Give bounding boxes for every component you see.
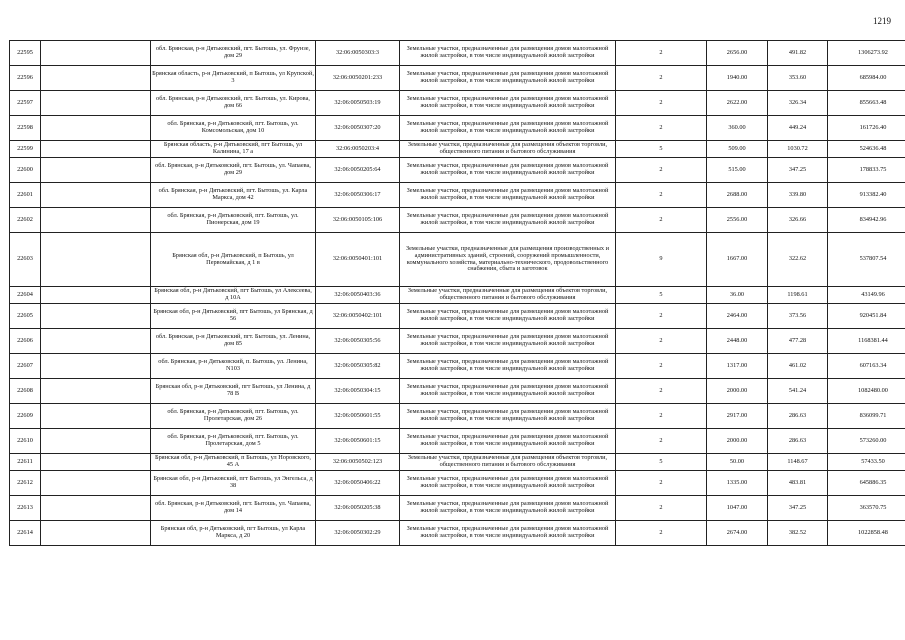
land-use-cell: Земельные участки, предназначенные для размещения домов малоэтажной жилой застройки, в том числе индивидуальной жилой застройки bbox=[400, 304, 616, 329]
record-number-cell: 22596 bbox=[10, 66, 41, 91]
specific-value-cell: 347.25 bbox=[768, 158, 828, 183]
address-cell: Брянская обл, р-н Дятьковский, пгт Бытошь, ул Энгельса, д 38 bbox=[151, 471, 316, 496]
use-group-cell: 2 bbox=[616, 354, 707, 379]
cadastral-number-cell: 32:06:0050201:233 bbox=[316, 66, 400, 91]
empty-cell bbox=[41, 354, 151, 379]
table-row bbox=[10, 208, 905, 233]
area-cell: 2448.00 bbox=[707, 329, 768, 354]
area-cell: 360.00 bbox=[707, 116, 768, 141]
specific-value-cell: 541.24 bbox=[768, 379, 828, 404]
table-row bbox=[10, 329, 905, 354]
record-number-cell: 22609 bbox=[10, 404, 41, 429]
address-cell: обл. Брянская, р-н Дятьковский, пгт. Бытошь, ул. Пионерская, дом 19 bbox=[151, 208, 316, 233]
table-row bbox=[10, 354, 905, 379]
address-cell: обл. Брянская, р-н Дятьковский, пгт. Бытошь, ул. Фрунзе, дом 29 bbox=[151, 41, 316, 66]
specific-value-cell: 347.25 bbox=[768, 496, 828, 521]
cadastral-value-cell: 836099.71 bbox=[828, 404, 905, 429]
cadastral-number-cell: 32:06:0050401:101 bbox=[316, 233, 400, 287]
land-use-cell: Земельные участки, предназначенные для размещения домов малоэтажной жилой застройки, в том числе индивидуальной жилой застройки bbox=[400, 208, 616, 233]
area-cell: 1317.00 bbox=[707, 354, 768, 379]
address-cell: обл. Брянская, р-н Дятьковский, пгт. Бытошь, ул. Чапаева, дом 14 bbox=[151, 496, 316, 521]
address-cell: обл. Брянская, р-н Дятьковский, пгт. Бытошь, ул. Кирова, дом 66 bbox=[151, 91, 316, 116]
address-cell: Брянская обл, р-н Дятьковский, пгт Бытошь, ул Карла Маркса, д 20 bbox=[151, 521, 316, 546]
address-cell: обл. Брянская, р-н Дятьковский, пгт. Бытошь, ул. Пролетарская, дом 26 bbox=[151, 404, 316, 429]
cadastral-value-table bbox=[9, 40, 905, 546]
specific-value-cell: 286.63 bbox=[768, 429, 828, 454]
table-row bbox=[10, 233, 905, 287]
use-group-cell: 2 bbox=[616, 379, 707, 404]
empty-cell bbox=[41, 183, 151, 208]
area-cell: 2688.00 bbox=[707, 183, 768, 208]
address-cell: обл. Брянская, р-н Дятьковский, пгт. Бытошь, ул. Карла Маркса, дом 42 bbox=[151, 183, 316, 208]
use-group-cell: 5 bbox=[616, 141, 707, 158]
record-number-cell: 22605 bbox=[10, 304, 41, 329]
cadastral-value-cell: 645886.35 bbox=[828, 471, 905, 496]
empty-cell bbox=[41, 379, 151, 404]
specific-value-cell: 461.02 bbox=[768, 354, 828, 379]
specific-value-cell: 353.60 bbox=[768, 66, 828, 91]
address-cell: Брянская обл, р-н Дятьковский, п Бытошь, ул Первомайская, д 1 в bbox=[151, 233, 316, 287]
land-use-cell: Земельные участки, предназначенные для размещения домов малоэтажной жилой застройки, в том числе индивидуальной жилой застройки bbox=[400, 404, 616, 429]
use-group-cell: 2 bbox=[616, 521, 707, 546]
use-group-cell: 2 bbox=[616, 429, 707, 454]
record-number-cell: 22604 bbox=[10, 287, 41, 304]
cadastral-number-cell: 32:06:0050601:55 bbox=[316, 404, 400, 429]
table-row bbox=[10, 521, 905, 546]
area-cell: 2622.00 bbox=[707, 91, 768, 116]
land-use-cell: Земельные участки, предназначенные для размещения объектов торговли, общественного питания и бытового обслуживания bbox=[400, 141, 616, 158]
area-cell: 2674.00 bbox=[707, 521, 768, 546]
land-use-cell: Земельные участки, предназначенные для размещения домов малоэтажной жилой застройки, в том числе индивидуальной жилой застройки bbox=[400, 183, 616, 208]
use-group-cell: 5 bbox=[616, 454, 707, 471]
land-use-cell: Земельные участки, предназначенные для размещения домов малоэтажной жилой застройки, в том числе индивидуальной жилой застройки bbox=[400, 329, 616, 354]
record-number-cell: 22607 bbox=[10, 354, 41, 379]
table-body bbox=[10, 41, 905, 546]
address-cell: Брянская обл, р-н Дятьковский, п Бытошь, ул Норовского, 45 А bbox=[151, 454, 316, 471]
record-number-cell: 22603 bbox=[10, 233, 41, 287]
cadastral-value-cell: 57433.50 bbox=[828, 454, 905, 471]
area-cell: 509.00 bbox=[707, 141, 768, 158]
cadastral-value-cell: 178833.75 bbox=[828, 158, 905, 183]
empty-cell bbox=[41, 404, 151, 429]
use-group-cell: 2 bbox=[616, 116, 707, 141]
page-number: 1219 bbox=[873, 16, 891, 26]
cadastral-value-cell: 1306273.92 bbox=[828, 41, 905, 66]
empty-cell bbox=[41, 429, 151, 454]
use-group-cell: 2 bbox=[616, 183, 707, 208]
use-group-cell: 2 bbox=[616, 471, 707, 496]
specific-value-cell: 339.80 bbox=[768, 183, 828, 208]
cadastral-value-cell: 161726.40 bbox=[828, 116, 905, 141]
record-number-cell: 22612 bbox=[10, 471, 41, 496]
cadastral-number-cell: 32:06:0050406:22 bbox=[316, 471, 400, 496]
cadastral-value-cell: 685984.00 bbox=[828, 66, 905, 91]
empty-cell bbox=[41, 287, 151, 304]
table-row bbox=[10, 66, 905, 91]
specific-value-cell: 326.34 bbox=[768, 91, 828, 116]
use-group-cell: 2 bbox=[616, 66, 707, 91]
table-row bbox=[10, 379, 905, 404]
empty-cell bbox=[41, 141, 151, 158]
cadastral-number-cell: 32:06:0050105:106 bbox=[316, 208, 400, 233]
area-cell: 515.00 bbox=[707, 158, 768, 183]
empty-cell bbox=[41, 116, 151, 141]
empty-cell bbox=[41, 41, 151, 66]
record-number-cell: 22610 bbox=[10, 429, 41, 454]
specific-value-cell: 491.82 bbox=[768, 41, 828, 66]
specific-value-cell: 449.24 bbox=[768, 116, 828, 141]
land-use-cell: Земельные участки, предназначенные для размещения домов малоэтажной жилой застройки, в том числе индивидуальной жилой застройки bbox=[400, 521, 616, 546]
cadastral-value-cell: 1022858.48 bbox=[828, 521, 905, 546]
table-row bbox=[10, 41, 905, 66]
specific-value-cell: 373.56 bbox=[768, 304, 828, 329]
record-number-cell: 22613 bbox=[10, 496, 41, 521]
empty-cell bbox=[41, 329, 151, 354]
specific-value-cell: 322.62 bbox=[768, 233, 828, 287]
area-cell: 1047.00 bbox=[707, 496, 768, 521]
cadastral-value-cell: 524636.48 bbox=[828, 141, 905, 158]
address-cell: обл. Брянская, р-н Дятьковский, пгт. Бытошь, ул. Пролетарская, дом 5 bbox=[151, 429, 316, 454]
table-row bbox=[10, 91, 905, 116]
table-row bbox=[10, 158, 905, 183]
record-number-cell: 22595 bbox=[10, 41, 41, 66]
empty-cell bbox=[41, 454, 151, 471]
cadastral-value-cell: 363570.75 bbox=[828, 496, 905, 521]
address-cell: Брянская обл, р-н Дятьковский, пгт Бытошь, ул Ленина, д 78 В bbox=[151, 379, 316, 404]
cadastral-value-cell: 855663.48 bbox=[828, 91, 905, 116]
record-number-cell: 22599 bbox=[10, 141, 41, 158]
area-cell: 50.00 bbox=[707, 454, 768, 471]
area-cell: 1940.00 bbox=[707, 66, 768, 91]
specific-value-cell: 483.81 bbox=[768, 471, 828, 496]
cadastral-number-cell: 32:06:0050305:56 bbox=[316, 329, 400, 354]
cadastral-number-cell: 32:06:0050304:15 bbox=[316, 379, 400, 404]
cadastral-value-cell: 834942.96 bbox=[828, 208, 905, 233]
specific-value-cell: 1198.61 bbox=[768, 287, 828, 304]
land-use-cell: Земельные участки, предназначенные для размещения домов малоэтажной жилой застройки, в том числе индивидуальной жилой застройки bbox=[400, 158, 616, 183]
cadastral-number-cell: 32:06:0050503:19 bbox=[316, 91, 400, 116]
use-group-cell: 2 bbox=[616, 404, 707, 429]
land-use-cell: Земельные участки, предназначенные для размещения объектов торговли, общественного питания и бытового обслуживания bbox=[400, 454, 616, 471]
area-cell: 2556.00 bbox=[707, 208, 768, 233]
area-cell: 1335.00 bbox=[707, 471, 768, 496]
specific-value-cell: 326.66 bbox=[768, 208, 828, 233]
use-group-cell: 9 bbox=[616, 233, 707, 287]
land-use-cell: Земельные участки, предназначенные для размещения домов малоэтажной жилой застройки, в том числе индивидуальной жилой застройки bbox=[400, 116, 616, 141]
cadastral-number-cell: 32:06:0050307:20 bbox=[316, 116, 400, 141]
table-row bbox=[10, 404, 905, 429]
address-cell: Брянская область, р-н Дятьковский, п Бытошь, ул Крупской, 3 bbox=[151, 66, 316, 91]
land-use-cell: Земельные участки, предназначенные для размещения домов малоэтажной жилой застройки, в том числе индивидуальной жилой застройки bbox=[400, 379, 616, 404]
empty-cell bbox=[41, 521, 151, 546]
empty-cell bbox=[41, 208, 151, 233]
cadastral-number-cell: 32:06:0050403:36 bbox=[316, 287, 400, 304]
cadastral-value-cell: 913382.40 bbox=[828, 183, 905, 208]
empty-cell bbox=[41, 66, 151, 91]
cadastral-value-cell: 537807.54 bbox=[828, 233, 905, 287]
record-number-cell: 22606 bbox=[10, 329, 41, 354]
cadastral-number-cell: 32:06:0050601:15 bbox=[316, 429, 400, 454]
record-number-cell: 22600 bbox=[10, 158, 41, 183]
cadastral-value-cell: 920451.84 bbox=[828, 304, 905, 329]
use-group-cell: 2 bbox=[616, 41, 707, 66]
land-use-cell: Земельные участки, предназначенные для размещения домов малоэтажной жилой застройки, в том числе индивидуальной жилой застройки bbox=[400, 429, 616, 454]
cadastral-number-cell: 32:06:0050305:82 bbox=[316, 354, 400, 379]
table-row bbox=[10, 496, 905, 521]
record-number-cell: 22614 bbox=[10, 521, 41, 546]
record-number-cell: 22608 bbox=[10, 379, 41, 404]
cadastral-value-cell: 573260.00 bbox=[828, 429, 905, 454]
area-cell: 36.00 bbox=[707, 287, 768, 304]
cadastral-number-cell: 32:06:0050303:3 bbox=[316, 41, 400, 66]
land-use-cell: Земельные участки, предназначенные для размещения домов малоэтажной жилой застройки, в том числе индивидуальной жилой застройки bbox=[400, 66, 616, 91]
cadastral-number-cell: 32:06:0050205:64 bbox=[316, 158, 400, 183]
specific-value-cell: 286.63 bbox=[768, 404, 828, 429]
cadastral-number-cell: 32:06:0050203:4 bbox=[316, 141, 400, 158]
empty-cell bbox=[41, 233, 151, 287]
land-use-cell: Земельные участки, предназначенные для размещения домов малоэтажной жилой застройки, в том числе индивидуальной жилой застройки bbox=[400, 91, 616, 116]
empty-cell bbox=[41, 158, 151, 183]
table-row bbox=[10, 183, 905, 208]
area-cell: 2000.00 bbox=[707, 379, 768, 404]
address-cell: Брянская область, р-н Дятьковский, пгт Бытошь, ул Калинина, 17 а bbox=[151, 141, 316, 158]
specific-value-cell: 1148.67 bbox=[768, 454, 828, 471]
address-cell: обл. Брянская, р-н Дятьковский, пгт. Бытошь, ул. Комсомольская, дом 10 bbox=[151, 116, 316, 141]
area-cell: 2000.00 bbox=[707, 429, 768, 454]
specific-value-cell: 382.52 bbox=[768, 521, 828, 546]
land-use-cell: Земельные участки, предназначенные для размещения производственных и административных зданий, строений, сооружений промышленности, коммунального хозяйства, материально-технического, продовольственного снабжения, сбыта и заготовок bbox=[400, 233, 616, 287]
record-number-cell: 22597 bbox=[10, 91, 41, 116]
table-row bbox=[10, 141, 905, 158]
cadastral-number-cell: 32:06:0050306:17 bbox=[316, 183, 400, 208]
area-cell: 2464.00 bbox=[707, 304, 768, 329]
use-group-cell: 2 bbox=[616, 304, 707, 329]
empty-cell bbox=[41, 304, 151, 329]
land-use-cell: Земельные участки, предназначенные для размещения объектов торговли, общественного питания и бытового обслуживания bbox=[400, 287, 616, 304]
empty-cell bbox=[41, 496, 151, 521]
specific-value-cell: 1030.72 bbox=[768, 141, 828, 158]
use-group-cell: 5 bbox=[616, 287, 707, 304]
use-group-cell: 2 bbox=[616, 208, 707, 233]
area-cell: 2656.00 bbox=[707, 41, 768, 66]
table-row bbox=[10, 287, 905, 304]
record-number-cell: 22602 bbox=[10, 208, 41, 233]
cadastral-value-cell: 1168381.44 bbox=[828, 329, 905, 354]
table-row bbox=[10, 471, 905, 496]
use-group-cell: 2 bbox=[616, 158, 707, 183]
use-group-cell: 2 bbox=[616, 329, 707, 354]
specific-value-cell: 477.28 bbox=[768, 329, 828, 354]
table-row bbox=[10, 429, 905, 454]
use-group-cell: 2 bbox=[616, 496, 707, 521]
land-use-cell: Земельные участки, предназначенные для размещения домов малоэтажной жилой застройки, в том числе индивидуальной жилой застройки bbox=[400, 496, 616, 521]
table-row bbox=[10, 304, 905, 329]
address-cell: Брянская обл, р-н Дятьковский, пгт Бытошь, ул Алексеева, д 10А bbox=[151, 287, 316, 304]
land-use-cell: Земельные участки, предназначенные для размещения домов малоэтажной жилой застройки, в том числе индивидуальной жилой застройки bbox=[400, 41, 616, 66]
cadastral-number-cell: 32:06:0050402:101 bbox=[316, 304, 400, 329]
empty-cell bbox=[41, 91, 151, 116]
address-cell: обл. Брянская, р-н Дятьковский, пгт. Бытошь, ул. Ленина, дом 85 bbox=[151, 329, 316, 354]
area-cell: 1667.00 bbox=[707, 233, 768, 287]
address-cell: Брянская обл, р-н Дятьковский, пгт Бытошь, ул Брянская, д 56 bbox=[151, 304, 316, 329]
cadastral-value-cell: 1082480.00 bbox=[828, 379, 905, 404]
table-row bbox=[10, 454, 905, 471]
use-group-cell: 2 bbox=[616, 91, 707, 116]
land-use-cell: Земельные участки, предназначенные для размещения домов малоэтажной жилой застройки, в том числе индивидуальной жилой застройки bbox=[400, 471, 616, 496]
cadastral-number-cell: 32:06:0050502:123 bbox=[316, 454, 400, 471]
area-cell: 2917.00 bbox=[707, 404, 768, 429]
cadastral-number-cell: 32:06:0050205:38 bbox=[316, 496, 400, 521]
record-number-cell: 22598 bbox=[10, 116, 41, 141]
land-use-cell: Земельные участки, предназначенные для размещения домов малоэтажной жилой застройки, в том числе индивидуальной жилой застройки bbox=[400, 354, 616, 379]
address-cell: обл. Брянская, р-н Дятьковский, пгт. Бытошь, ул. Чапаева, дом 29 bbox=[151, 158, 316, 183]
empty-cell bbox=[41, 471, 151, 496]
table-row bbox=[10, 116, 905, 141]
cadastral-number-cell: 32:06:0050302:29 bbox=[316, 521, 400, 546]
cadastral-value-cell: 43149.96 bbox=[828, 287, 905, 304]
record-number-cell: 22611 bbox=[10, 454, 41, 471]
address-cell: обл. Брянская, р-н Дятьковский, п. Бытошь, ул. Ленина, N103 bbox=[151, 354, 316, 379]
cadastral-value-cell: 607163.34 bbox=[828, 354, 905, 379]
record-number-cell: 22601 bbox=[10, 183, 41, 208]
